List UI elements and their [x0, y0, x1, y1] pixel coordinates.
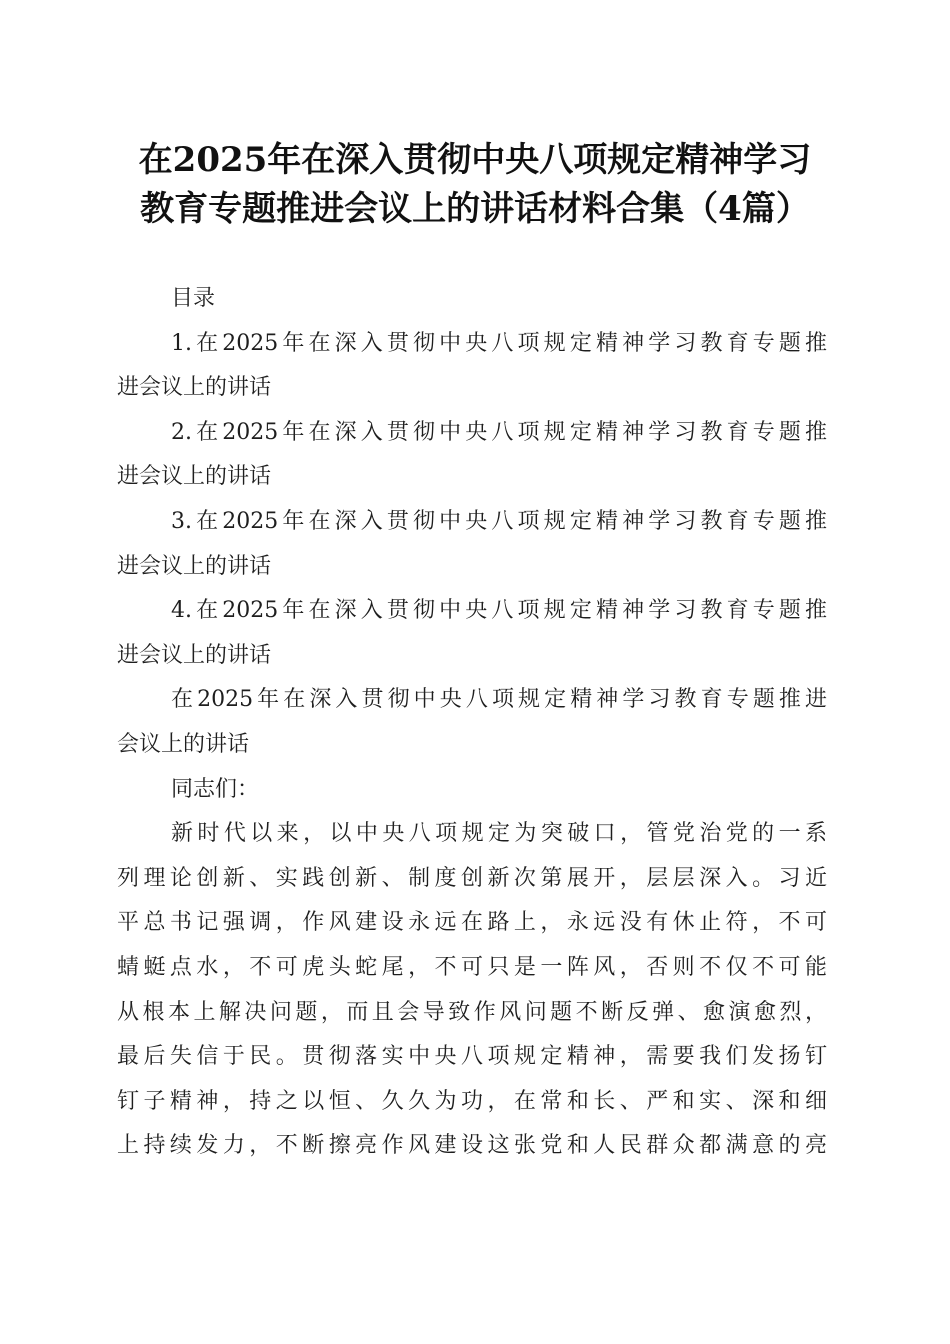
- document-body: [117, 277, 827, 1169]
- toc-item-line: 1.在2025年在深入贯彻中央八项规定精神学习教育专题推: [171, 330, 827, 356]
- speech-title-line: 在2025年在深入贯彻中央八项规定精神学习教育专题推进: [171, 687, 827, 713]
- toc-item: [117, 411, 827, 500]
- toc-item-line: 进会议上的讲话: [117, 553, 272, 579]
- toc-item: [117, 589, 827, 678]
- paragraph-line: 新时代以来，以中央八项规定为突破口，管党治党的一系: [171, 821, 827, 847]
- document-title-line-1: 在2025年在深入贯彻中央八项规定精神学习: [138, 140, 812, 180]
- paragraph-line: 列理论创新、实践创新、制度创新次第展开，层层深入。习近: [117, 865, 827, 891]
- paragraph-line: 从根本上解决问题，而且会导致作风问题不断反弹、愈演愈烈，: [117, 999, 827, 1025]
- document-title: [100, 136, 850, 234]
- toc-item-line: 3.在2025年在深入贯彻中央八项规定精神学习教育专题推: [171, 508, 827, 534]
- paragraph-line: 蜻蜓点水，不可虎头蛇尾，不可只是一阵风，否则不仅不可能: [117, 954, 827, 980]
- speech-title-line: 会议上的讲话: [117, 731, 250, 757]
- toc-item: [117, 500, 827, 589]
- body-paragraph: [117, 812, 827, 1169]
- toc-item: [117, 322, 827, 411]
- document-title-line-2: 教育专题推进会议上的讲话材料合集（4篇）: [140, 189, 810, 229]
- toc-item-line: 4.在2025年在深入贯彻中央八项规定精神学习教育专题推: [171, 598, 827, 624]
- toc-item-line: 进会议上的讲话: [117, 464, 272, 490]
- salutation: 同志们：: [171, 776, 260, 802]
- paragraph-line: 平总书记强调，作风建设永远在路上，永远没有休止符，不可: [117, 910, 827, 936]
- speech-title: [117, 678, 827, 767]
- toc-item-line: 2.在2025年在深入贯彻中央八项规定精神学习教育专题推: [171, 419, 827, 445]
- toc-list: [117, 322, 827, 679]
- toc-item-line: 进会议上的讲话: [117, 642, 272, 668]
- paragraph-line: 最后失信于民。贯彻落实中央八项规定精神，需要我们发扬钉: [117, 1044, 827, 1070]
- paragraph-line: 上持续发力，不断擦亮作风建设这张党和人民群众都满意的亮: [117, 1133, 827, 1159]
- toc-item-line: 进会议上的讲话: [117, 375, 272, 401]
- paragraph-line: 钉子精神，持之以恒、久久为功，在常和长、严和实、深和细: [117, 1088, 827, 1114]
- toc-heading: 目录: [171, 286, 216, 311]
